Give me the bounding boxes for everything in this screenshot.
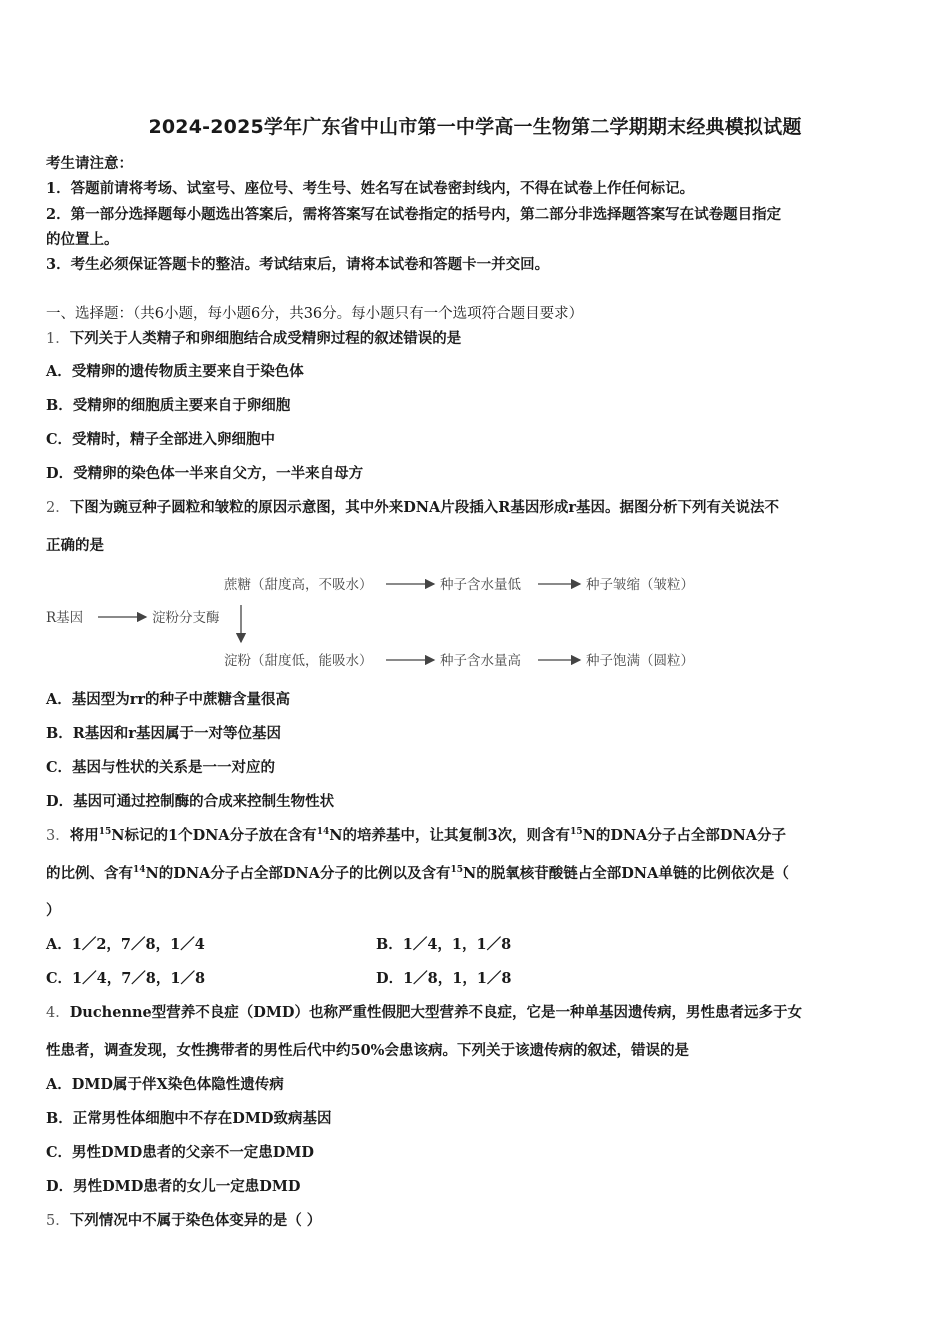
q4-option-a: A．DMD属于伴X染色体隐性遗传病 [46, 1076, 284, 1093]
page-title: 2024-2025学年广东省中山市第一中学高一生物第二学期期末经典模拟试题 [148, 116, 802, 138]
isotope-14: 14 [316, 827, 330, 837]
q2-option-c: C．基因与性状的关系是一一对应的 [46, 759, 276, 776]
q1-option-d: D．受精卵的染色体一半来自父方，一半来自母方 [46, 465, 364, 482]
wrinkled-label: 种子皱缩（皱粒） [586, 577, 694, 593]
q3-option-d: D．1／8，1，1／8 [376, 970, 512, 987]
enzyme-label: 淀粉分支酶 [152, 610, 220, 626]
question-3-stem-continued [46, 862, 789, 883]
question-text: 的比例、含有 [46, 865, 133, 882]
isotope-15: 15 [450, 865, 463, 875]
question-3-stem [46, 824, 786, 845]
round-label: 种子饱满（圆粒） [586, 653, 694, 669]
question-text: N的培养基中，让其复制3次，则含有 [329, 827, 571, 844]
question-5-stem [46, 1209, 321, 1230]
water-high-label: 种子含水量高 [440, 653, 521, 669]
q2-option-d: D．基因可通过控制酶的合成来控制生物性状 [46, 793, 335, 810]
question-text: 下列关于人类精子和卵细胞结合成受精卵过程的叙述错误的是 [69, 330, 462, 347]
q4-option-d: D．男性DMD患者的女儿一定患DMD [46, 1178, 301, 1195]
q3-option-c: C．1／4，7／8，1／8 [46, 970, 206, 987]
question-text: Duchenne型营养不良症（DMD）也称严重性假肥大型营养不良症，它是一种单基因遗传病，男性患者远多于女 [69, 1004, 802, 1021]
notice-item: 的位置上。 [46, 231, 119, 248]
notice-item: 3．考生必须保证答题卡的整洁。考试结束后，请将本试卷和答题卡一并交回。 [46, 256, 550, 273]
question-text: 下列情况中不属于染色体变异的是（ ） [69, 1212, 322, 1229]
question-number: 5． [46, 1213, 70, 1229]
seed-shape-diagram [44, 570, 724, 675]
question-1-stem [46, 327, 461, 348]
q2-option-b: B．R基因和r基因属于一对等位基因 [46, 725, 281, 742]
question-text: N的脱氧核苷酸链占全部DNA单链的比例依次是（ [462, 865, 789, 882]
question-3-stem-end: ） [46, 902, 61, 919]
question-4-stem [46, 1001, 802, 1022]
q4-option-c: C．男性DMD患者的父亲不一定患DMD [46, 1144, 314, 1161]
isotope-15: 15 [98, 827, 112, 837]
r-gene-label: R基因 [46, 610, 84, 626]
q2-option-a: A．基因型为rr的种子中蔗糖含量很高 [46, 691, 291, 708]
q1-option-a: A．受精卵的遗传物质主要来自于染色体 [46, 363, 304, 380]
isotope-15: 15 [570, 827, 583, 837]
question-text: 下图为豌豆种子圆粒和皱粒的原因示意图，其中外来DNA片段插入R基因形成r基因。据图分析下列有关说法不 [69, 499, 779, 516]
q1-option-c: C．受精时，精子全部进入卵细胞中 [46, 431, 276, 448]
question-4-stem-continued: 性患者，调查发现，女性携带者的男性后代中约50%会患该病。下列关于该遗传病的叙述，错误的是 [46, 1042, 689, 1059]
q4-option-b: B．正常男性体细胞中不存在DMD致病基因 [46, 1110, 332, 1127]
notice-item: 1．答题前请将考场、试室号、座位号、考生号、姓名写在试卷密封线内，不得在试卷上作任何标记。 [46, 180, 695, 197]
starch-label: 淀粉（甜度低，能吸水） [224, 653, 373, 669]
sucrose-label: 蔗糖（甜度高，不吸水） [224, 577, 373, 593]
section-heading: 一、选择题：（共6小题，每小题6分，共36分。每小题只有一个选项符合题目要求） [46, 306, 584, 322]
isotope-14: 14 [133, 865, 146, 875]
q3-option-a: A．1／2，7／8，1／4 [46, 936, 205, 953]
notice-heading: 考生请注意： [46, 155, 133, 172]
question-number: 4． [46, 1005, 70, 1021]
question-text: 将用 [69, 827, 99, 844]
question-number: 3． [46, 828, 70, 844]
notice-item: 2．第一部分选择题每小题选出答案后，需将答案写在试卷指定的括号内，第二部分非选择题答案写在试卷题目指定 [46, 206, 782, 223]
question-number: 2． [46, 500, 70, 516]
question-text: N的DNA分子占全部DNA分子的比例以及含有 [145, 865, 451, 882]
question-text: N标记的1个DNA分子放在含有 [111, 827, 317, 844]
question-text: N的DNA分子占全部DNA分子 [582, 827, 787, 844]
question-2-stem-continued: 正确的是 [46, 537, 104, 554]
q3-option-b: B．1／4，1，1／8 [376, 936, 512, 953]
question-2-stem [46, 496, 779, 517]
water-low-label: 种子含水量低 [440, 577, 521, 593]
q1-option-b: B．受精卵的细胞质主要来自于卵细胞 [46, 397, 291, 414]
question-number: 1． [46, 331, 70, 347]
